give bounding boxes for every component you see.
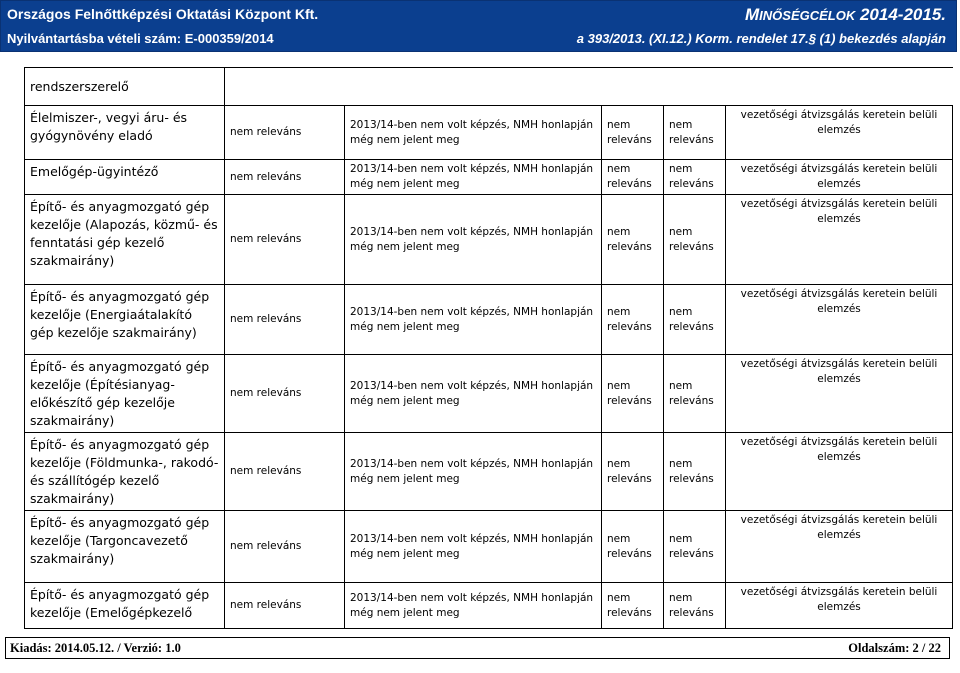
status-cell-a: nem releváns (602, 160, 664, 195)
table-row (25, 355, 953, 433)
qualification-name: Építő- és anyagmozgató gép kezelője (Energiaátalakító gép kezelője szakmairány) (25, 285, 225, 355)
relevance-cell: nem releváns (225, 433, 345, 511)
status-cell-a: nem releváns (602, 285, 664, 355)
legal-reference: a 393/2013. (XI.12.) Korm. rendelet 17.§ (1) bekezdés alapján (576, 31, 946, 46)
relevance-cell: nem releváns (225, 195, 345, 285)
qualification-name: Építő- és anyagmozgató gép kezelője (Emelőgépkezelő (25, 583, 225, 629)
relevance-cell: nem releváns (225, 583, 345, 629)
relevance-cell: nem releváns (225, 511, 345, 583)
qualifications-table (24, 67, 953, 629)
status-cell-a: nem releváns (602, 511, 664, 583)
note-cell: 2013/14-ben nem volt képzés, NMH honlapján még nem jelent meg (345, 355, 602, 433)
evaluation-cell: vezetőségi átvizsgálás keretein belüli elemzés (726, 511, 953, 583)
document-header (0, 0, 957, 52)
quality-objectives-title: MINŐSÉGCÉLOK 2014-2015. (745, 5, 946, 24)
qualification-name: Emelőgép-ügyintéző (25, 160, 225, 195)
table-row (25, 160, 953, 195)
status-cell-b: nem releváns (664, 160, 726, 195)
table-row (25, 433, 953, 511)
status-cell-b: nem releváns (664, 433, 726, 511)
status-cell-b: nem releváns (664, 583, 726, 629)
table-row (25, 195, 953, 285)
registration-number: Nyilvántartásba vételi szám: E-000359/2014 (7, 31, 274, 46)
evaluation-cell: vezetőségi átvizsgálás keretein belüli elemzés (726, 160, 953, 195)
status-cell-b: nem releváns (664, 511, 726, 583)
table-row (25, 583, 953, 629)
relevance-cell: nem releváns (225, 285, 345, 355)
qualification-name: Építő- és anyagmozgató gép kezelője (Targoncavezető szakmairány) (25, 511, 225, 583)
qualification-name: rendszerszerelő (25, 68, 225, 106)
note-cell: 2013/14-ben nem volt képzés, NMH honlapján még nem jelent meg (345, 583, 602, 629)
table-row (25, 106, 953, 160)
note-cell: 2013/14-ben nem volt képzés, NMH honlapján még nem jelent meg (345, 511, 602, 583)
note-cell: 2013/14-ben nem volt képzés, NMH honlapján még nem jelent meg (345, 195, 602, 285)
status-cell-a: nem releváns (602, 433, 664, 511)
evaluation-cell: vezetőségi átvizsgálás keretein belüli elemzés (726, 433, 953, 511)
evaluation-cell: vezetőségi átvizsgálás keretein belüli elemzés (726, 583, 953, 629)
relevance-cell: nem releváns (225, 106, 345, 160)
issue-version: Kiadás: 2014.05.12. / Verzió: 1.0 (10, 641, 181, 655)
status-cell-a: nem releváns (602, 355, 664, 433)
status-cell-b: nem releváns (664, 285, 726, 355)
note-cell: 2013/14-ben nem volt képzés, NMH honlapján még nem jelent meg (345, 285, 602, 355)
relevance-cell: nem releváns (225, 355, 345, 433)
table-row (25, 68, 953, 106)
note-cell: 2013/14-ben nem volt képzés, NMH honlapján még nem jelent meg (345, 433, 602, 511)
qualification-name: Építő- és anyagmozgató gép kezelője (Alapozás, közmű- és fenntatási gép kezelő szakmairány) (25, 195, 225, 285)
qualification-name: Élelmiszer-, vegyi áru- és gyógynövény eladó (25, 106, 225, 160)
status-cell-a: nem releváns (602, 195, 664, 285)
table-row (25, 285, 953, 355)
relevance-cell: nem releváns (225, 160, 345, 195)
page-number: Oldalszám: 2 / 22 (848, 641, 941, 655)
qualification-name: Építő- és anyagmozgató gép kezelője (Építésianyag-előkészítő gép kezelője szakmairány) (25, 355, 225, 433)
empty-cell (225, 68, 953, 106)
status-cell-b: nem releváns (664, 195, 726, 285)
note-cell: 2013/14-ben nem volt képzés, NMH honlapján még nem jelent meg (345, 106, 602, 160)
table-row (25, 511, 953, 583)
document-footer (5, 637, 950, 659)
status-cell-a: nem releváns (602, 583, 664, 629)
evaluation-cell: vezetőségi átvizsgálás keretein belüli elemzés (726, 195, 953, 285)
note-cell: 2013/14-ben nem volt képzés, NMH honlapján még nem jelent meg (345, 160, 602, 195)
status-cell-b: nem releváns (664, 355, 726, 433)
evaluation-cell: vezetőségi átvizsgálás keretein belüli elemzés (726, 285, 953, 355)
evaluation-cell: vezetőségi átvizsgálás keretein belüli elemzés (726, 355, 953, 433)
status-cell-a: nem releváns (602, 106, 664, 160)
status-cell-b: nem releváns (664, 106, 726, 160)
organization-name: Országos Felnőttképzési Oktatási Központ Kft. (7, 6, 319, 22)
qualification-name: Építő- és anyagmozgató gép kezelője (Földmunka-, rakodó- és szállítógép kezelő szakmairány) (25, 433, 225, 511)
evaluation-cell: vezetőségi átvizsgálás keretein belüli elemzés (726, 106, 953, 160)
